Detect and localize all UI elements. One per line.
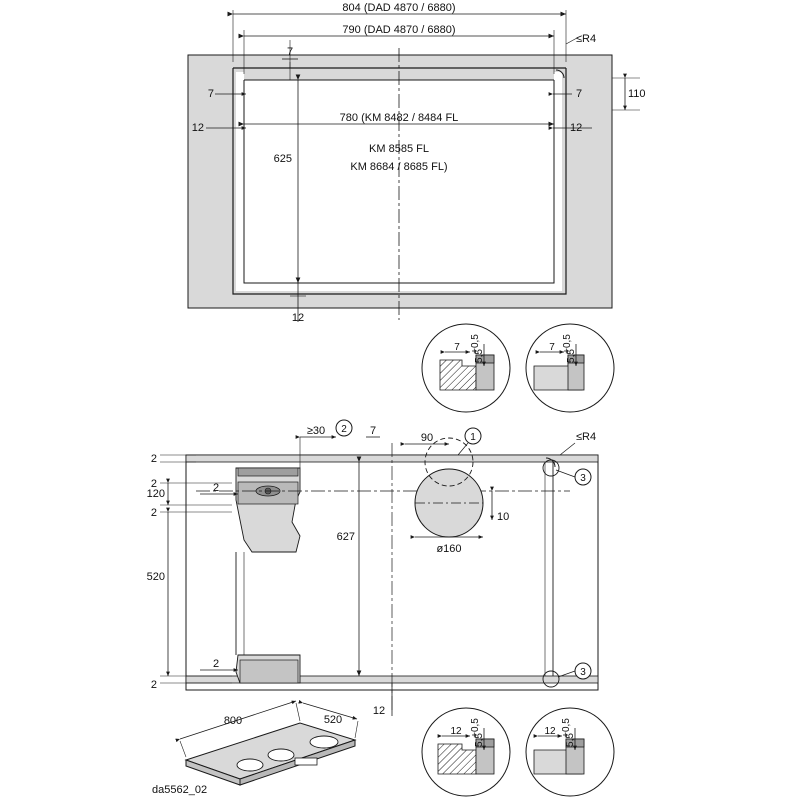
iso-control-panel <box>295 758 317 765</box>
detail-br-horizontal-label: 12 <box>544 726 556 737</box>
dim-bottom-offset-label: 12 <box>291 312 305 324</box>
cutout-width-line-2: KM 8585 FL <box>369 143 429 155</box>
duct-top-strip <box>238 468 298 476</box>
detail-bottom-right <box>526 708 614 796</box>
detail-br-tolerance-label: +0,5 <box>561 718 572 738</box>
duct-shape-upper <box>236 468 300 552</box>
dim-right-gap-label: 7 <box>576 88 583 100</box>
detail-br-vertical-label: 5,5 <box>565 733 576 747</box>
dim-bottom-2-inner-label: 2 <box>212 658 220 670</box>
detail-tl-vertical-label: 5,5 <box>474 349 485 363</box>
cutout-width-line-3: KM 8684 / 8685 FL) <box>350 161 448 173</box>
callout-3-bottom-label: 3 <box>580 667 586 678</box>
dim-left-2b-label: 2 <box>150 507 157 519</box>
callout-2-label: 2 <box>341 424 347 435</box>
detail-top-left <box>422 324 510 412</box>
dim-gap7-label: 7 <box>369 425 377 437</box>
detail-bl-tolerance-label: +0,5 <box>470 718 481 738</box>
dim-left-offset-label: 12 <box>191 122 204 134</box>
dim-inner-width-label: 790 (DAD 4870 / 6880) <box>342 24 456 36</box>
detail-tr-tolerance-label: +0,5 <box>562 334 573 354</box>
dim-radius-label-bottom: ≤R4 <box>576 431 597 443</box>
dim-right-offset-label: 12 <box>570 122 583 134</box>
callout-3-top-label: 3 <box>580 473 586 484</box>
dim-520-label: 520 <box>146 571 165 583</box>
dim-bottom-12-label: 12 <box>372 705 386 717</box>
dim-627-label: 627 <box>336 531 355 543</box>
top-view-diagram <box>188 2 646 324</box>
dim-90-label: 90 <box>420 432 434 444</box>
dim-min-clearance-label: ≥30 <box>306 425 326 437</box>
dim-radius-label-top: ≤R4 <box>576 33 597 45</box>
dim-inner-height-label: 625 <box>273 153 292 165</box>
dim-outer-width-label: 804 (DAD 4870 / 6880) <box>342 2 456 14</box>
dim-left-gap-label: 7 <box>207 88 214 100</box>
iso-depth-label: 520 <box>323 714 343 726</box>
dim-top-gap-label: 7 <box>286 46 294 58</box>
detail-tl-horizontal-label: 7 <box>454 342 460 353</box>
iso-length-label: 800 <box>223 715 243 727</box>
dim-left-2a-label: 2 <box>150 478 157 490</box>
dim-inner-2-label: 2 <box>212 482 220 494</box>
detail-tr-horizontal-label: 7 <box>549 342 555 353</box>
iso-zone-mid <box>268 749 294 761</box>
detail-tr-vertical-label: 5,5 <box>566 349 577 363</box>
iso-zone-left <box>237 759 263 771</box>
duct-lower-block <box>240 660 298 683</box>
detail-bl-horizontal-label: 12 <box>450 726 462 737</box>
cutout-width-line-1: 780 (KM 8482 / 8484 FL <box>339 112 459 124</box>
isometric-view <box>180 701 358 785</box>
detail-bl-vertical-label: 5,5 <box>474 733 485 747</box>
detail-top-right <box>526 324 614 412</box>
dim-bottom-2-left-label: 2 <box>150 679 157 691</box>
callout-1-label: 1 <box>470 432 476 443</box>
drawing-code-label: da5562_02 <box>152 784 208 796</box>
dim-10-label: 10 <box>497 511 510 523</box>
dim-diameter-label: ø160 <box>436 543 462 555</box>
iso-zone-right <box>310 736 338 748</box>
dim-top-2-label: 2 <box>150 453 157 465</box>
detail-bottom-left <box>422 708 510 796</box>
bottom-view-diagram <box>147 420 598 717</box>
dim-120-label: 120 <box>146 488 165 500</box>
dim-side-height-label: 110 <box>628 88 646 100</box>
detail-tl-tolerance-label: +0,5 <box>470 334 481 354</box>
